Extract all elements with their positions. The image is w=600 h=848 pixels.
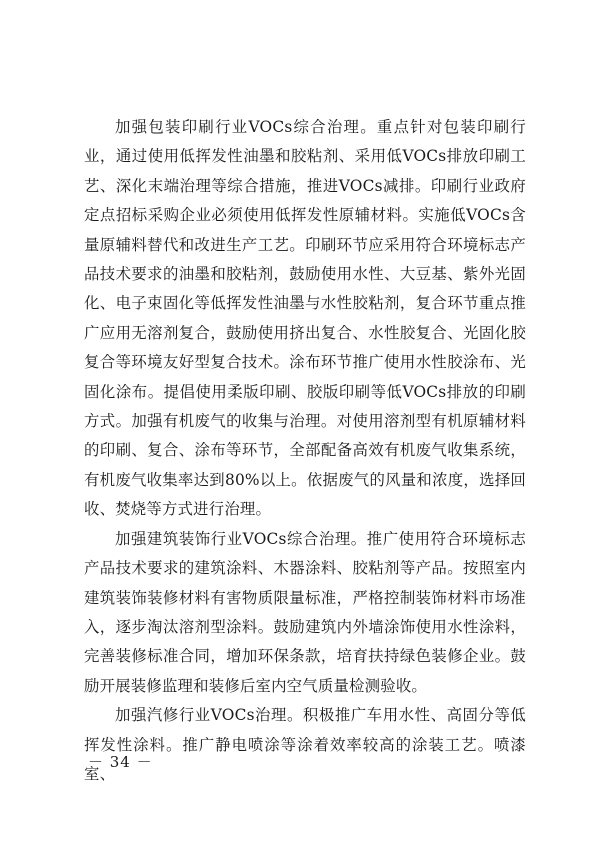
- paragraph-building-decoration: 加强建筑装饰行业VOCs综合治理。推广使用符合环境标志产品技术要求的建筑涂料、木器涂料、胶粘剂等产品。按照室内建筑装饰装修材料有害物质限量标准，严格控制装饰材料市场准入，逐步淘汰溶剂型涂料。鼓励建筑内外墙涂饰使用水性涂料，完善装修标准合同，增加环保条款，培育扶持绿色装修企业。鼓励开展装修监理和装修后室内空气质量检测验收。: [84, 529, 526, 695]
- paragraph-packaging-printing: 加强包装印刷行业VOCs综合治理。重点针对包装印刷行业，通过使用低挥发性油墨和胶粘剂、采用低VOCs排放印刷工艺、深化末端治理等综合措施，推进VOCs减排。印刷行业政府定点招标采购企业必须使用低挥发性原辅材料。实施低VOCs含量原辅料替代和改进生产工艺。印刷环节应采用符合环境标志产品技术要求的油墨和胶粘剂，鼓励使用水性、大豆基、紫外光固化、电子束固化等低挥发性油墨与水性胶粘剂，复合环节重点推广应用无溶剂复合，鼓励使用挤出复合、水性胶复合、光固化胶复合等环境友好型复合技术。涂布环节推广使用水性胶涂布、光固化涂布。提倡使用柔版印刷、胶版印刷等低VOCs排放的印刷方式。加强有机废气的收集与治理。对使用溶剂型有机原辅材料的印刷、复合、涂布等环节，全部配备高效有机废气收集系统，有机废气收集率达到80%以上。依据废气的风量和浓度，选择回收、焚烧等方式进行治理。: [84, 118, 526, 519]
- document-body: [84, 113, 526, 789]
- page-number: － 34 －: [88, 753, 153, 771]
- paragraph-auto-repair: 加强汽修行业VOCs治理。积极推广车用水性、高固分等低挥发性涂料。推广静电喷涂等涂着效率较高的涂装工艺。喷漆室、: [84, 706, 526, 783]
